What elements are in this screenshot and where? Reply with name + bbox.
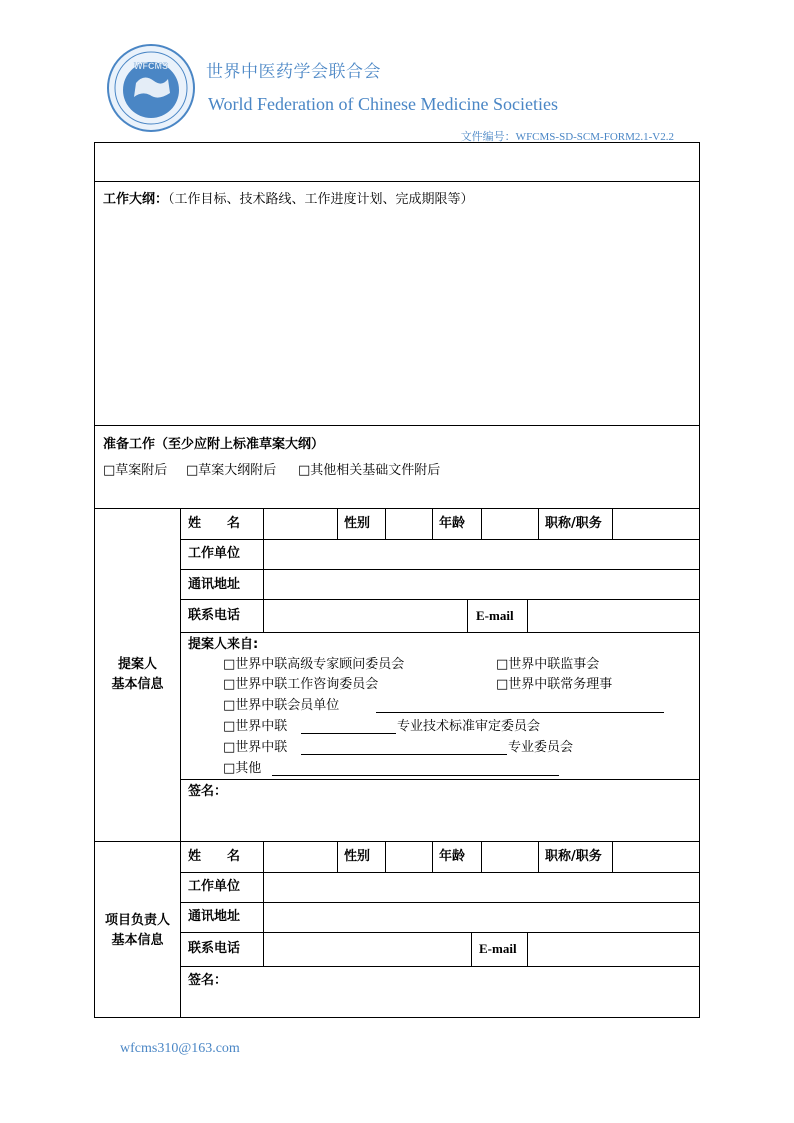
special-committee-suffix: 专业委员会	[508, 740, 574, 755]
supervisory-board-checkbox[interactable]: □世界中联监事会	[496, 657, 600, 672]
standard-committee-checkbox[interactable]: □世界中联	[223, 719, 288, 734]
address-label: 通讯地址	[188, 577, 241, 592]
leader-gender-field[interactable]	[386, 842, 431, 872]
proposer-signature-label: 签名：	[188, 784, 228, 799]
cell-divider	[432, 508, 433, 539]
proposer-section-label-2: 基本信息	[111, 677, 164, 692]
work-outline-label: 工作大纲：	[103, 192, 169, 207]
expert-committee-checkbox[interactable]: □世界中联高级专家顾问委员会	[223, 657, 405, 672]
workplace-label: 工作单位	[188, 546, 241, 561]
special-committee-checkbox[interactable]: □世界中联	[223, 740, 288, 755]
proposer-title-field[interactable]	[613, 509, 699, 539]
email-label: E-mail	[476, 608, 514, 623]
cell-divider	[337, 841, 338, 872]
leader-title-field[interactable]	[613, 842, 699, 872]
footer-email-link[interactable]: wfcms310@163.com	[120, 1041, 240, 1056]
leader-signature-label: 签名：	[188, 973, 228, 988]
standard-committee-suffix: 专业技术标准审定委员会	[397, 719, 541, 734]
proposal-form	[94, 142, 700, 1018]
leader-section-label-2: 基本信息	[111, 933, 164, 948]
leader-age-label: 年龄	[439, 849, 466, 864]
other-source-checkbox[interactable]: □其他	[223, 761, 262, 776]
proposer-signature-field[interactable]	[181, 780, 699, 841]
proposer-phone-field[interactable]	[264, 600, 466, 632]
work-outline-section[interactable]	[95, 182, 699, 425]
source-label: 提案人来自:	[188, 637, 259, 652]
proposer-name-field[interactable]	[264, 509, 336, 539]
row-divider	[180, 632, 699, 633]
cell-divider	[471, 932, 472, 966]
org-name-cn: 世界中医药学会联合会	[206, 62, 381, 82]
wfcms-logo	[106, 43, 196, 133]
document-number: 文件编号：WFCMS-SD-SCM-FORM2.1-V2.2	[460, 131, 674, 143]
phone-label: 联系电话	[188, 608, 241, 623]
draft-attached-checkbox[interactable]: □草案附后	[103, 463, 168, 478]
age-label: 年龄	[439, 516, 466, 531]
cell-divider	[538, 841, 539, 872]
leader-name-field[interactable]	[264, 842, 336, 872]
leader-workplace-label: 工作单位	[188, 879, 241, 894]
leader-section-label: 项目负责人	[104, 913, 170, 928]
preparation-section	[95, 426, 699, 508]
leader-signature-field[interactable]	[181, 967, 699, 1017]
leader-workplace-field[interactable]	[264, 873, 699, 902]
leader-title-label: 职称/职务	[545, 849, 602, 864]
org-name-en: World Federation of Chinese Medicine Societies	[208, 94, 558, 114]
gender-label: 性别	[344, 516, 371, 531]
outline-attached-checkbox[interactable]: □草案大纲附后	[186, 463, 277, 478]
member-unit-blank[interactable]	[376, 712, 664, 713]
consulting-committee-checkbox[interactable]: □世界中联工作咨询委员会	[223, 677, 379, 692]
member-unit-checkbox[interactable]: □世界中联会员单位	[223, 698, 340, 713]
leader-email-label: E-mail	[479, 941, 517, 956]
executive-council-checkbox[interactable]: □世界中联常务理事	[496, 677, 613, 692]
title-label: 职称/职务	[545, 516, 602, 531]
cell-divider	[467, 599, 468, 632]
special-committee-blank[interactable]	[301, 754, 507, 755]
cell-divider	[337, 508, 338, 539]
leader-phone-label: 联系电话	[188, 941, 241, 956]
preparation-label: 准备工作（至少应附上标准草案大纲）	[103, 437, 325, 452]
leader-phone-field[interactable]	[264, 933, 470, 966]
svg-text:WFCMS: WFCMS	[134, 61, 168, 71]
name-label: 姓 名	[188, 516, 241, 531]
work-outline-hint: （工作目标、技术路线、工作进度计划、完成期限等）	[168, 192, 474, 207]
proposer-workplace-field[interactable]	[264, 540, 699, 569]
cell-divider	[538, 508, 539, 539]
leader-gender-label: 性别	[344, 849, 371, 864]
proposer-section-label: 提案人	[117, 657, 157, 672]
other-docs-attached-checkbox[interactable]: □其他相关基础文件附后	[298, 463, 441, 478]
leader-address-label: 通讯地址	[188, 909, 241, 924]
cell-divider	[432, 841, 433, 872]
other-source-blank[interactable]	[272, 775, 559, 776]
proposer-gender-field[interactable]	[386, 509, 431, 539]
proposer-email-field[interactable]	[528, 600, 699, 632]
proposer-age-field[interactable]	[482, 509, 537, 539]
proposer-address-field[interactable]	[264, 570, 699, 599]
leader-address-field[interactable]	[264, 903, 699, 932]
leader-email-field[interactable]	[528, 933, 699, 966]
leader-name-label: 姓 名	[188, 849, 241, 864]
standard-committee-blank[interactable]	[301, 733, 396, 734]
leader-age-field[interactable]	[482, 842, 537, 872]
